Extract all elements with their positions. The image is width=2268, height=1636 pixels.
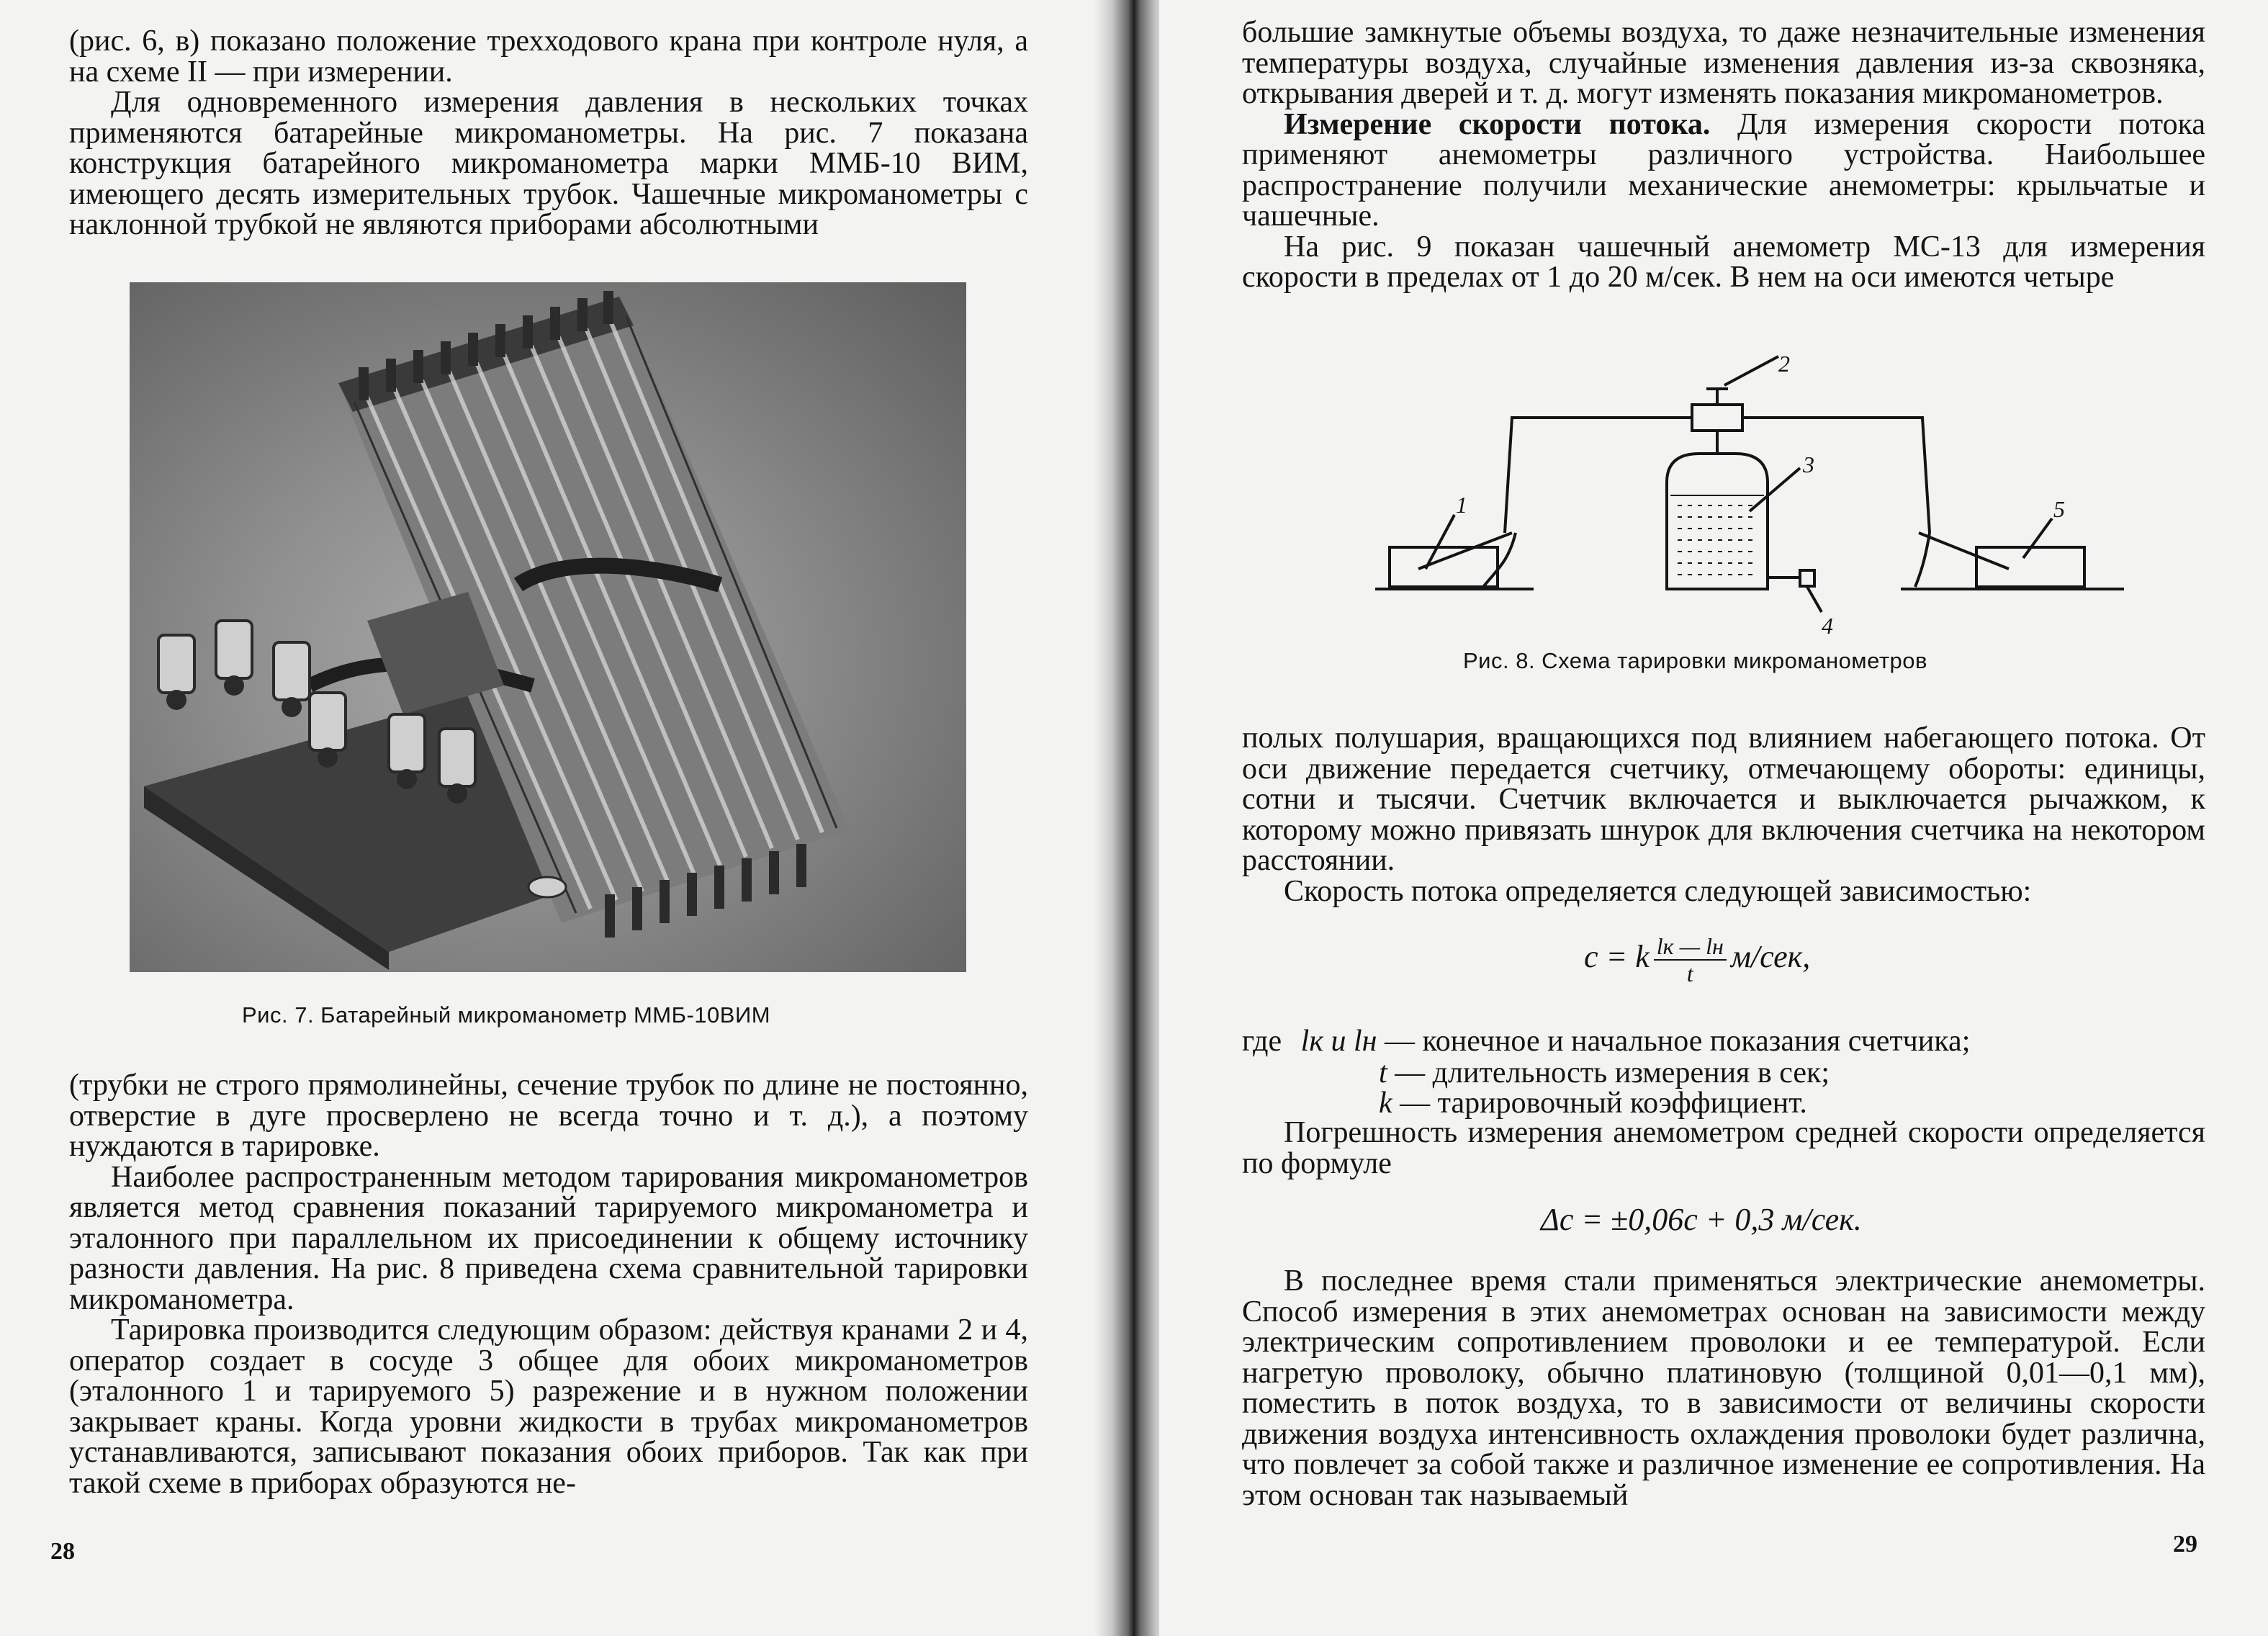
micromanometer-photo bbox=[130, 282, 966, 972]
right-error-text bbox=[1242, 1118, 2205, 1179]
paragraph: (рис. 6, в) показано положение трехходового крана при контроле нуля, а на схеме II — при измерении. bbox=[69, 24, 1028, 89]
left-page bbox=[0, 0, 1109, 1636]
definition-prefix: где bbox=[1242, 1025, 1282, 1058]
formula-denominator: t bbox=[1686, 961, 1693, 986]
definition-symbol: t bbox=[1379, 1056, 1387, 1089]
micromanometer-illustration bbox=[130, 282, 966, 972]
paragraph: Тарировка производится следующим образом: действуя кранами 2 и 4, оператор создает в сосуде 3 общее для обоих микроманометров (эталонного 1 и тарируемого 5) разрежение и в нужном положении закрывает краны. Когда уровни жидкости в трубах микроманометров устанавливаются, записывают показания обоих приборов. Так как при такой схеме в приборах образуются не- bbox=[69, 1313, 1028, 1500]
diagram-label-2: 2 bbox=[1778, 353, 1790, 377]
definition-text: — тарировочный коэффициент. bbox=[1400, 1087, 1807, 1120]
formula-fraction bbox=[1654, 933, 1727, 986]
definition-row bbox=[1379, 1056, 1830, 1090]
definition-text: — конечное и начальное показания счетчика; bbox=[1384, 1025, 1971, 1058]
paragraph: В последнее время стали применяться электрические анемометры. Способ измерения в этих анемометрах основан на зависимости между электрическим сопротивлением проволоки и ее температурой. Если нагретую проволоку, обычно платиновую (толщиной 0,01—0,1 мм), поместить в поток воздуха, то в зависимости от величины скорости движения воздуха интенсивность охлаждения проволоки будет различна, что повлечет за собой также и различное изменение ее сопротивления. На этом основан так называемый bbox=[1242, 1264, 2205, 1512]
formula-error: Δc = ±0,06c + 0,3 м/сек. bbox=[1541, 1202, 1862, 1237]
definition-text: — длительность измерения в сек; bbox=[1395, 1056, 1830, 1089]
calibration-diagram bbox=[1375, 353, 2124, 641]
figure-8-caption: Рис. 8. Схема тарировки микроманометров bbox=[1463, 648, 1927, 673]
paragraph: полых полушария, вращающихся под влиянием набегающего потока. От оси движение передается счетчику, отмечающему обороты: единицы, сотни и тысячи. Счетчик включается и выключается рычажком, к которому можно привязать шнурок для включения счетчика на некотором расстоянии. bbox=[1242, 722, 2205, 877]
paragraph: Погрешность измерения анемометром средней скорости определяется по формуле bbox=[1242, 1116, 2205, 1180]
right-bottom-text bbox=[1242, 1266, 2205, 1511]
paragraph: (трубки не строго прямолинейны, сечение трубок по длине не постоянно, отверстие в дуге просверлено не всегда точно и т. д.), а поэтому нуждаются в тарировке. bbox=[69, 1069, 1028, 1163]
page-number-right: 29 bbox=[2173, 1531, 2197, 1558]
left-bottom-text bbox=[69, 1070, 1028, 1498]
formula-unit: м/сек, bbox=[1730, 939, 1811, 975]
diagram-label-3: 3 bbox=[1803, 451, 1814, 477]
left-top-text bbox=[69, 26, 1028, 241]
section-heading: Измерение скорости потока. bbox=[1284, 107, 1711, 141]
diagram-label-1: 1 bbox=[1456, 492, 1467, 518]
right-middle-text bbox=[1242, 723, 2205, 907]
paragraph: Для одновременного измерения давления в нескольких точках применяются батарейные микроманометры. На рис. 7 показана конструкция батарейного микроманометра марки ММБ-10 ВИМ, имеющего десять измерительных трубок. Чашечные микроманометры с наклонной трубкой не являются приборами абсолютными bbox=[69, 86, 1028, 241]
right-top-text bbox=[1242, 17, 2205, 293]
diagram-label-4: 4 bbox=[1822, 613, 1833, 639]
formula-speed bbox=[1584, 933, 1810, 986]
paragraph bbox=[1242, 109, 2205, 232]
page-number-left: 28 bbox=[50, 1538, 75, 1565]
section-text: Для измерения скорости потока применяют анемометры различного устройства. Наибольшее распространение получили механические анемометры: крыльчатые и чашечные. bbox=[1242, 107, 2205, 233]
definition-row bbox=[1379, 1086, 1807, 1120]
formula-numerator: lк — lн bbox=[1654, 933, 1727, 961]
diagram-label-5: 5 bbox=[2053, 496, 2065, 522]
paragraph: большие замкнутые объемы воздуха, то даже незначительные изменения температуры воздуха, случайные изменения давления из-за сквозняка, открывания дверей и т. д. могут изменять показания микроманометров. bbox=[1242, 16, 2205, 110]
paragraph: Наиболее распространенным методом тарирования микроманометров является метод сравнения показаний тарируемого микроманометра и эталонного при параллельном их присоединении к общему источнику разности давления. На рис. 8 приведена схема сравнительной тарировки микроманометра. bbox=[69, 1160, 1028, 1316]
paragraph: Скорость потока определяется следующей зависимостью: bbox=[1284, 874, 2032, 908]
figure-7-caption: Рис. 7. Батарейный микроманометр ММБ-10ВИМ bbox=[242, 1002, 771, 1028]
definition-row bbox=[1242, 1024, 1970, 1059]
definition-symbol: k bbox=[1379, 1087, 1392, 1120]
formula-lhs: c = k bbox=[1584, 939, 1650, 975]
paragraph: На рис. 9 показан чашечный анемометр МС-13 для измерения скорости в пределах от 1 до 20 м/сек. В нем на оси имеются четыре bbox=[1242, 230, 2205, 294]
definition-symbol: lк и lн bbox=[1300, 1025, 1377, 1058]
